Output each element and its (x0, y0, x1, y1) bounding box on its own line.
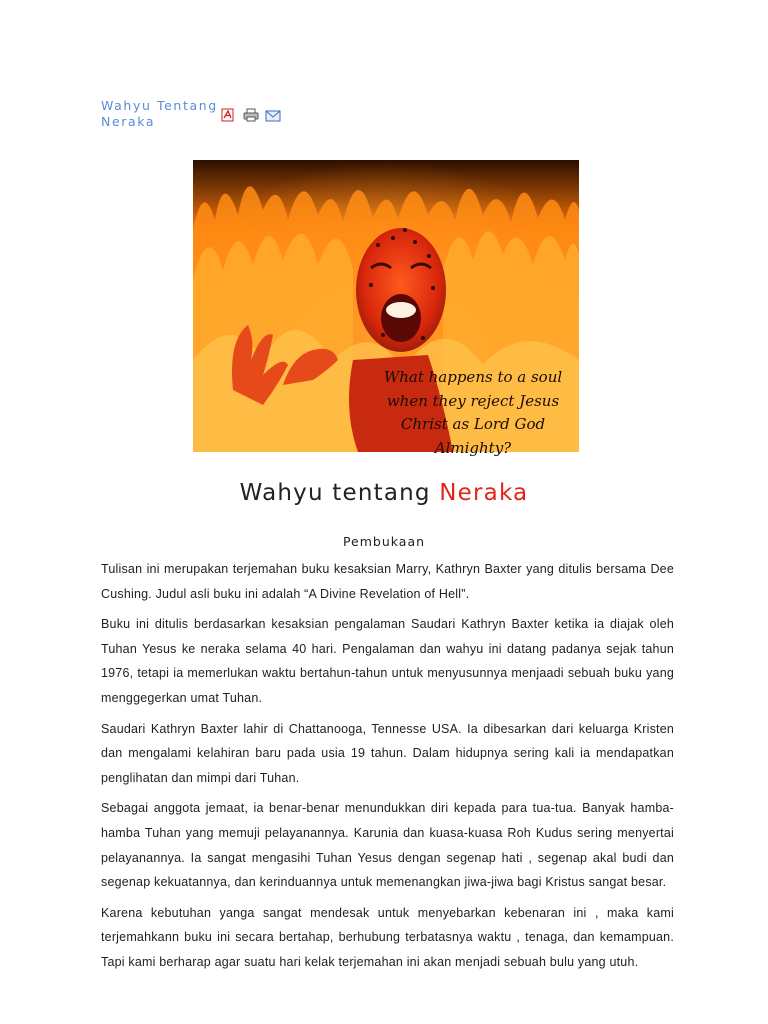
page-heading-link[interactable]: Wahyu Tentang Neraka (101, 98, 218, 129)
article-body (101, 557, 674, 981)
article-subtitle: Pembukaan (342, 534, 426, 549)
paragraph: Buku ini ditulis berdasarkan kesaksian pengalaman Saudari Kathryn Baxter ketika ia diajak oleh Tuhan Yesus ke neraka selama 40 hari. Pengalaman dan wahyu ini datang padanya sejak tahun 1976, tetapi ia memerlukan waktu bertahun-tahun untuk menyusunnya menjaadi sebuah buku yang menggegerkan umat Tuhan. (101, 617, 674, 705)
paragraph: Karena kebutuhan yanga sangat mendesak untuk menyebarkan kebenaran ini , maka kami terjemahkann buku ini secara bertahap, berhubung terbatasnya waktu , tenaga, dan kemampuan. Tapi kami berharap agar suatu hari kelak terjemahan ini akan menjadi sebuah bulu yang utuh. (101, 905, 674, 969)
hero-caption: What happens to a soul when they reject Jesus Christ as Lord God Almighty? (383, 368, 563, 457)
article-title-main: Wahyu tentang (239, 480, 431, 506)
paragraph: Tulisan ini merupakan terjemahan buku kesaksian Marry, Kathryn Baxter yang ditulis bersama Dee Cushing. Judul asli buku ini adalah “A Divine Revelation of Hell”. (101, 562, 674, 601)
email-icon[interactable] (265, 107, 281, 121)
toolbar-icons (221, 107, 281, 121)
article-title-accent: Neraka (439, 480, 529, 506)
paragraph: Sebagai anggota jemaat, ia benar-benar menundukkan diri kepada para tua-tua. Banyak hamba-hamba Tuhan yang memuji pelayanannya. Karunia dan kuasa-kuasa Roh Kudus sering menyertai pelayanannya. Ia sangat mengasihi Tuhan Yesus dengan segenap hati , segenap akal budi dan segenap kekuatannya, dan kerinduannya untuk memenangkan jiwa-jiwa bagi Kristus sangat besar. (101, 801, 674, 890)
pdf-icon[interactable] (221, 107, 237, 121)
article-title (0, 480, 768, 506)
paragraph: Saudari Kathryn Baxter lahir di Chattanooga, Tennesse USA. Ia dibesarkan dari keluarga Kristen dan mengalami kelahiran baru pada usia 19 tahun. Dalam hidupnya sering kali ia mendapatkan penglihatan dan mimpi dari Tuhan. (101, 721, 674, 785)
print-icon[interactable] (243, 107, 259, 121)
